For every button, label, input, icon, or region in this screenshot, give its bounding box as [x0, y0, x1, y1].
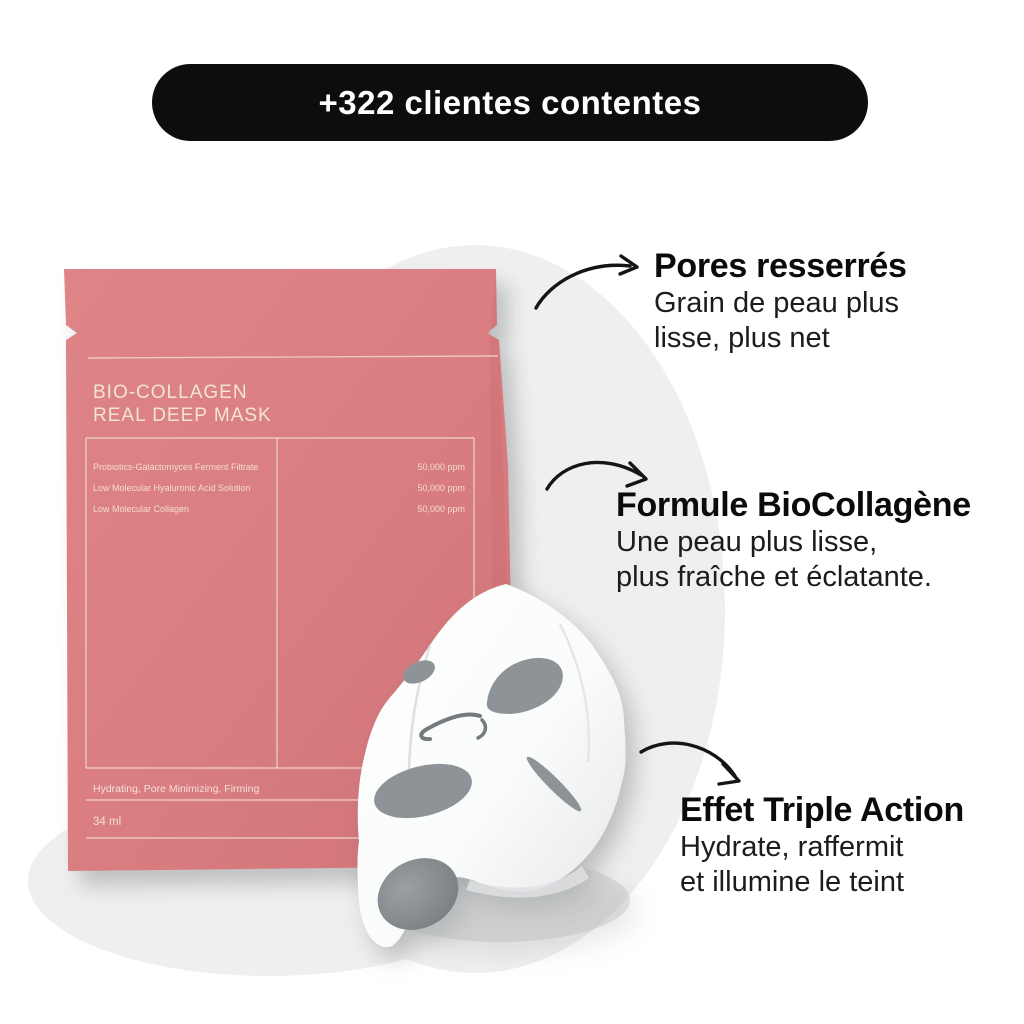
ingredient-name: Low Molecular Hyaluronic Acid Solution: [93, 483, 251, 493]
annotation-title: Formule BioCollagène: [616, 486, 971, 524]
annotation-subtitle-line: plus fraîche et éclatante.: [616, 561, 932, 593]
annotation-subtitle: [680, 830, 964, 900]
annotation-subtitle: [616, 525, 971, 595]
annotation-subtitle-line: lisse, plus net: [654, 322, 830, 354]
ingredient-name: Low Molecular Collagen: [93, 504, 190, 514]
packet-benefits-line: Hydrating, Pore Minimizing, Firming: [93, 783, 260, 795]
face-mask-illustration: [330, 550, 650, 980]
annotation-subtitle-line: Une peau plus lisse,: [616, 526, 878, 558]
packet-volume: 34 ml: [93, 816, 122, 828]
annotation-title: Pores resserrés: [654, 247, 907, 285]
annotation-subtitle-line: Grain de peau plus: [654, 287, 900, 319]
annotation-title: Effet Triple Action: [680, 791, 964, 829]
packet-title-line1: BIO-COLLAGEN: [93, 382, 248, 403]
ingredient-value: 50,000 ppm: [417, 504, 465, 514]
social-proof-badge-label: +322 clientes contentes: [318, 83, 702, 121]
ingredient-name: Probiotics-Galactomyces Ferment Filtrate: [93, 462, 259, 472]
ingredient-value: 50,000 ppm: [417, 483, 465, 493]
social-proof-badge: [152, 64, 868, 141]
annotation-subtitle: [654, 286, 907, 356]
annotation-subtitle-line: et illumine le teint: [680, 866, 905, 898]
annotation-effet: [680, 790, 964, 900]
ingredient-value: 50,000 ppm: [417, 462, 465, 472]
annotation-formule: [616, 485, 971, 595]
packet-title-line2: REAL DEEP MASK: [93, 405, 272, 426]
annotation-pores: [654, 246, 907, 356]
annotation-subtitle-line: Hydrate, raffermit: [680, 831, 904, 863]
